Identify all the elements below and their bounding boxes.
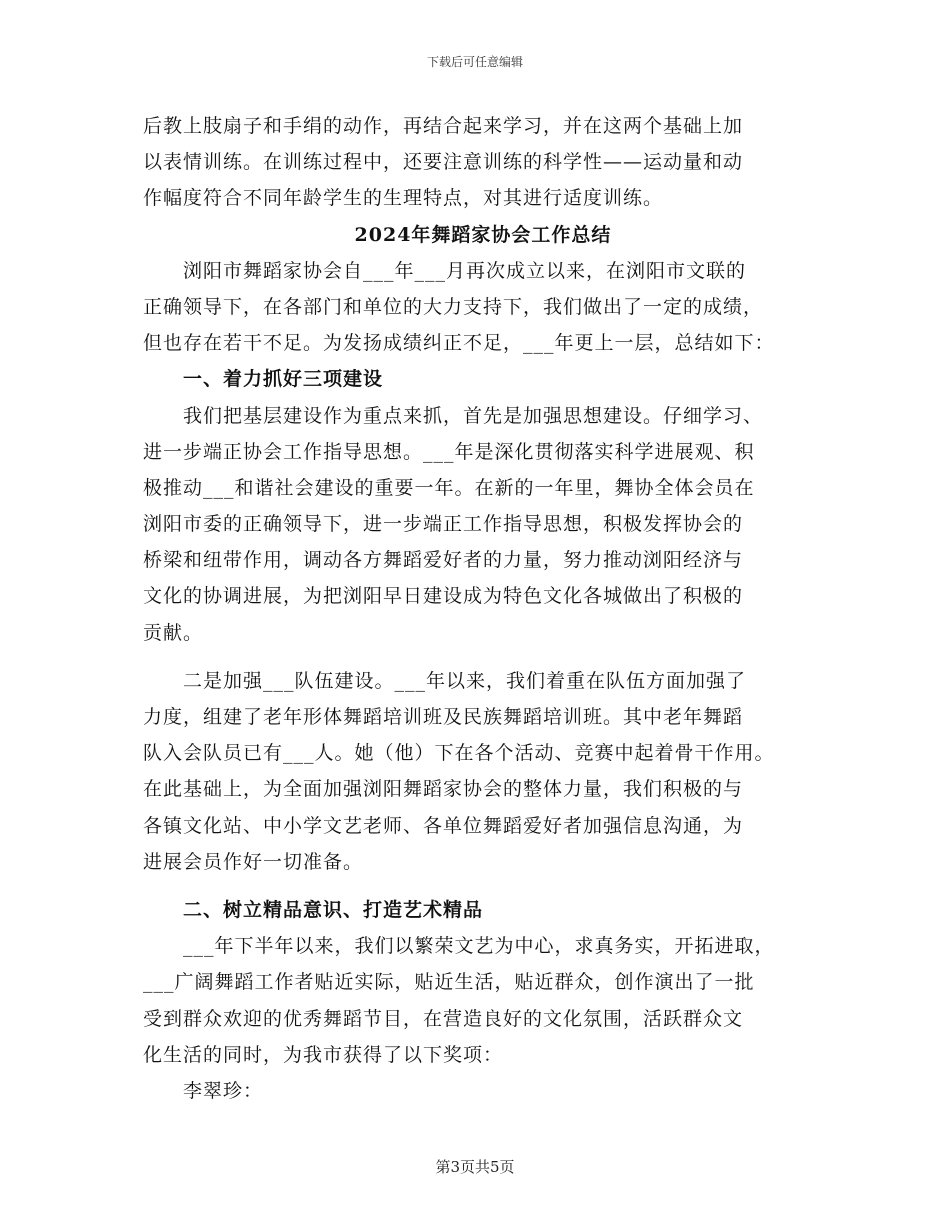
text-line: 后教上肢扇子和手绢的动作，再结合起来学习，并在这两个基础上加 xyxy=(143,115,744,137)
page-header-note: 下载后可任意编辑 xyxy=(426,55,523,69)
text-line: ___广阔舞蹈工作者贴近实际，贴近生活，贴近群众，创作演出了一批 xyxy=(143,971,755,994)
text-line: 进展会员作好一切准备。 xyxy=(143,850,364,873)
text-line: 正确领导下，在各部门和单位的大力支持下，我们做出了一定的成绩， xyxy=(143,295,764,318)
text-line: ___年下半年以来，我们以繁荣文艺为中心，求真务实，开拓进取， xyxy=(183,935,775,958)
text-line: 作幅度符合不同年龄学生的生理特点，对其进行适度训练。 xyxy=(143,187,664,210)
text-line: 我们把基层建设作为重点来抓，首先是加强思想建设。仔细学习、 xyxy=(183,404,764,427)
text-line: 文化的协调进展，为把浏阳早日建设成为特色文化各城做出了积极的 xyxy=(143,585,744,608)
section-heading: 二、树立精品意识、打造艺术精品 xyxy=(183,898,484,921)
text-line: 浏阳市委的正确领导下，进一步端正工作指导思想，积极发挥协会的 xyxy=(143,513,744,536)
text-line: 受到群众欢迎的优秀舞蹈节目，在营造良好的文化氛围，活跃群众文 xyxy=(143,1007,744,1030)
text-line: 化生活的同时，为我市获得了以下奖项： xyxy=(143,1043,504,1066)
section-heading: 一、着力抓好三项建设 xyxy=(183,368,384,391)
text-line: 但也存在若干不足。为发扬成绩纠正不足，___年更上一层，总结如下： xyxy=(143,332,775,355)
paragraph-gap xyxy=(143,880,823,892)
text-line: 在此基础上，为全面加强浏阳舞蹈家协会的整体力量，我们积极的与 xyxy=(143,778,744,801)
text-line: 桥梁和纽带作用，调动各方舞蹈爱好者的力量，努力推动浏阳经济与 xyxy=(143,549,744,572)
text-line: 力度，组建了老年形体舞蹈培训班及民族舞蹈培训班。其中老年舞蹈 xyxy=(143,706,744,728)
paragraph-gap xyxy=(143,651,823,663)
text-line: 浏阳市舞蹈家协会自___年___月再次成立以来，在浏阳市文联的 xyxy=(183,259,747,282)
text-line: 二是加强___队伍建设。___年以来，我们着重在队伍方面加强了 xyxy=(183,669,747,692)
text-line: 贡献。 xyxy=(143,621,204,644)
document-title: 2024年舞蹈家协会工作总结 xyxy=(354,223,612,246)
text-line: 极推动___和谐社会建设的重要一年。在新的一年里，舞协全体会员在 xyxy=(143,476,755,499)
text-line: 队入会队员已有___人。她（他）下在各个活动、竞赛中起着骨干作用。 xyxy=(143,742,775,765)
text-line: 以表情训练。在训练过程中，还要注意训练的科学性——运动量和动 xyxy=(143,151,744,174)
document-body xyxy=(143,108,823,1109)
text-line: 李翠珍： xyxy=(183,1079,264,1102)
text-line: 各镇文化站、中小学文艺老师、各单位舞蹈爱好者加强信息沟通，为 xyxy=(143,814,744,837)
page-footer: 第3页共5页 xyxy=(435,1158,515,1176)
text-line: 进一步端正协会工作指导思想。___年是深化贯彻落实科学进展观、积 xyxy=(143,440,755,463)
